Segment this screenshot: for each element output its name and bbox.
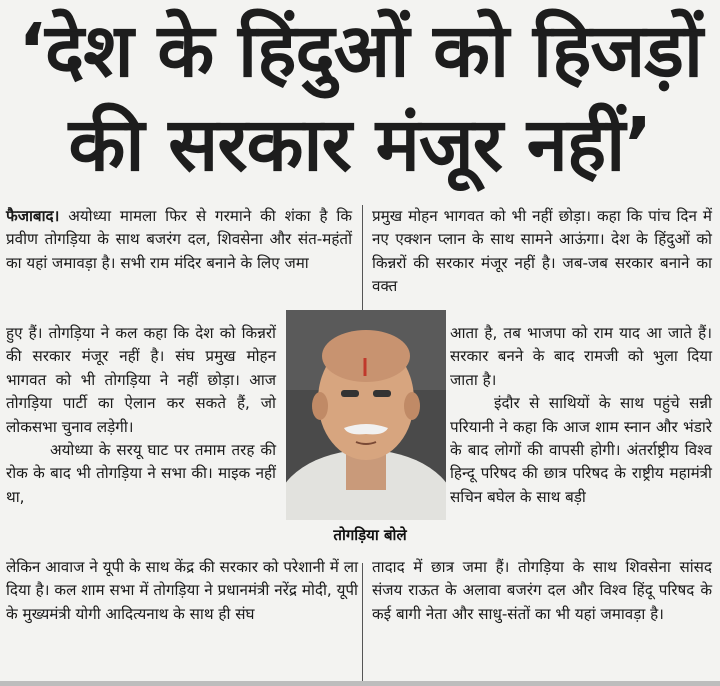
article-bottom-left [6,556,358,626]
headline-line-1: ‘देश के हिंदुओं को हिजड़ों [17,8,703,94]
article-bottom-right [372,556,712,626]
article-right-top [372,205,712,299]
article-left-mid [6,322,276,509]
portrait-illustration [286,310,446,520]
column-divider-bottom [362,563,363,683]
dateline: फैजाबाद। [6,207,60,225]
article-left-top [6,205,352,275]
article-text-left-top: अयोध्या मामला फिर से गरमाने की शंका है कि प्रवीण तोगड़िया के साथ बजरंग दल, शिवसेना और संत-महंतों का यहां जमावड़ा है। सभी राम मंदिर बनाने के लिए जमा [6,207,352,272]
article-text-right-mid: आता है, तब भाजपा को राम याद आ जाते हैं। सरकार बनने के बाद रामजी को भुला दिया जाता है। [450,324,712,389]
column-divider-top [362,205,363,322]
article-text-right-mid-2: इंदौर से साथियों के साथ पहुंचे सन्नी परियानी ने कहा कि आज शाम स्नान और भंडारे के बाद लोगों की वापसी होगी। अंतर्राष्ट्रीय विश्व हिन्दू परिषद की छात्र परिषद के राष्ट्रीय महामंत्री सचिन बघेल के साथ बड़ी [450,394,712,506]
headline [0,0,720,200]
headline-line-2: की सरकार मंजूर नहीं’ [68,102,652,188]
photo-caption: तोगड़िया बोले [333,526,407,544]
page-bottom-edge [0,681,720,686]
article-text-bottom-right: तादाद में छात्र जमा हैं। तोगड़िया के साथ शिवसेना सांसद संजय राऊत के अलावा बजरंग दल और विश्व हिंदू परिषद के कई बागी नेता और साधु-संतों का भी यहां जमावड़ा है। [372,558,712,623]
article-text-bottom-left: लेकिन आवाज ने यूपी के साथ केंद्र की सरकार को परेशानी में ला दिया है। कल शाम सभा में तोगड़िया ने प्रधानमंत्री नरेंद्र मोदी, यूपी के मुख्यमंत्री योगी आदित्यनाथ के साथ ही संघ [6,558,358,623]
portrait-photo [286,310,446,520]
article-text-left-mid-2: अयोध्या के सरयू घाट पर तमाम तरह की रोक के बाद भी तोगड़िया ने सभा की। माइक नहीं था, [6,441,276,506]
article-right-mid [450,322,712,509]
article-text-right-top: प्रमुख मोहन भागवत को भी नहीं छोड़ा। कहा कि पांच दिन में नए एक्शन प्लान के साथ सामने आऊंगा। देश के हिंदुओं को किन्नरों की सरकार मंजूर नहीं है। जब-जब सरकार बनाने का वक्त [372,207,712,296]
article-text-left-mid: हुए हैं। तोगड़िया ने कल कहा कि देश को किन्नरों की सरकार मंजूर नहीं है। संघ प्रमुख मोहन भागवत को भी तोगड़िया ने नहीं छोड़ा। आज तोगड़िया पार्टी का ऐलान कर सकते हैं, जो लोकसभा चुनाव लड़ेगी। [6,324,276,436]
